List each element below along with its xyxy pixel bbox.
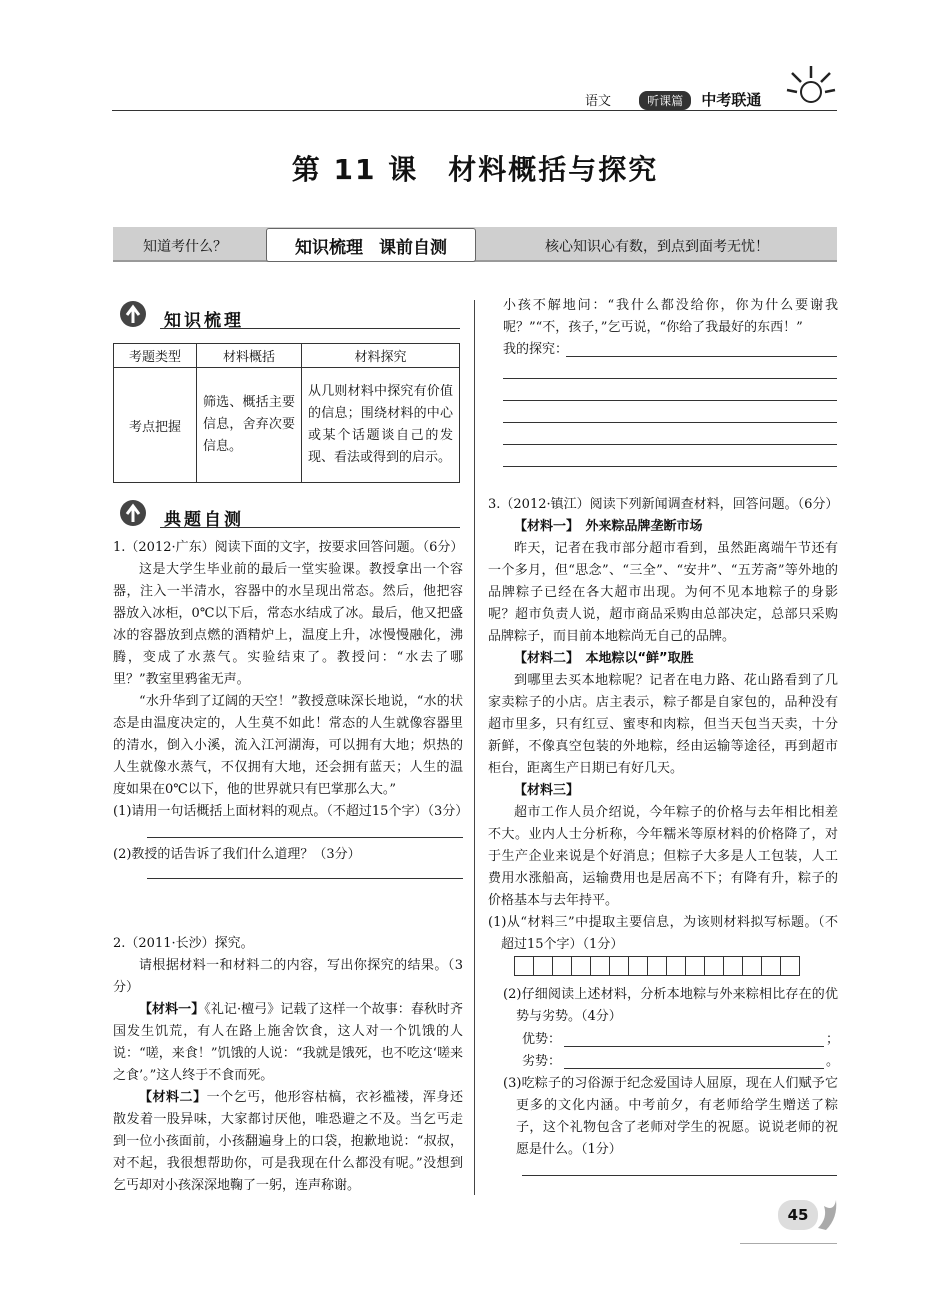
band-center-box [266,228,476,262]
grid-cell[interactable] [628,956,648,976]
answer-line[interactable] [564,1046,824,1047]
advantage-label: 优势： [522,1032,562,1047]
table-cell: 筛选、概括主要信息，舍弃次要信息。 [197,368,302,483]
question-3-sub-1: (1)从“材料三”中提取主要信息，为该则材料拟写标题。（不超过15个字）（1分） [488,915,838,952]
material-label: 【材料二】 [139,1090,207,1105]
grid-cell[interactable] [704,956,724,976]
material-label: 【材料二】 本地粽以“鲜”取胜 [514,651,694,666]
grid-cell[interactable] [742,956,762,976]
section-heading-practice: 典题自测 [164,510,244,530]
question-2-continued [503,295,838,361]
answer-line[interactable] [522,1175,837,1176]
material-text: 超市工作人员介绍说，今年粽子的价格与去年相比相差不大。业内人士分析称，今年糯米等原材料的价格降了，对于生产企业来说是个好消息；但粽子大多是人工包装，人工费用水涨船高，运输费用也是居高不下；有降有升，粽子的价格基本与去年持平。 [488,805,838,908]
answer-line[interactable] [503,378,837,379]
header-rule [112,110,837,111]
grid-cell[interactable] [647,956,667,976]
grid-cell[interactable] [723,956,743,976]
band-left-text: 知道考什么？ [143,239,227,255]
band-center-item: 知识梳理 [295,237,363,258]
material-label: 【材料三】 [514,783,580,798]
band-center-item: 课前自测 [379,237,447,258]
grid-cell[interactable] [590,956,610,976]
footer-rule [740,1243,837,1244]
question-1-passage: 这是大学生毕业前的最后一堂实验课。教授拿出一个容器，注入一半清水，容器中的水呈现出常态。然后，他把容器放入冰柜，0℃以下后，常态水结成了冰。最后，他又把盛冰的容器放到点燃的酒精炉上，温度上升，冰慢慢融化，沸腾，变成了水蒸气。实验结束了。教授问：“水去了哪里？”教室里鸦雀无声。 [113,562,463,687]
answer-line[interactable] [566,356,837,357]
grid-cell[interactable] [761,956,781,976]
material-text: 《礼记·檀弓》记载了这样一个故事：春秋时齐国发生饥荒，有人在路上施舍饮食，这人对一个饥饿的人说：“嗟，来食！”饥饿的人说：“我就是饿死，也不吃这‘嗟来之食’。”这人终于不食而死。 [113,1002,463,1083]
subject-label: 语文 [585,94,612,109]
band-right-text: 核心知识心有数，到点到面考无忧！ [545,239,769,255]
table-header: 材料探究 [302,344,460,368]
answer-line[interactable] [564,1068,824,1069]
material-label: 【材料一】 外来粽品牌垄断市场 [514,519,703,534]
question-3-head: 3.（2012·镇江）阅读下列新闻调查材料，回答问题。（6分） [488,497,839,512]
grid-cell[interactable] [571,956,591,976]
page-number: 45 [778,1200,818,1230]
answer-line[interactable] [503,444,837,445]
brand-name: 中考联通 [701,91,762,109]
sun-logo-icon [786,62,836,112]
question-3-sub-2: (2)仔细阅读上述材料，分析本地粽与外来粽相比存在的优势与劣势。（4分） [503,987,838,1024]
question-1-passage: “水升华到了辽阔的天空！”教授意味深长地说，“水的状态是由温度决定的，人生莫不如此！常态的人生就像容器里的清水，倒入小溪，流入江河湖海，可以拥有大地；炽热的人生就像水蒸气，不仅拥有大地，还会拥有蓝天；人生的温度如果在0℃以下，他的世界就只有巴掌那么大。” [113,694,463,797]
section-arrow-icon [118,299,156,329]
page-flourish-icon [816,1198,840,1232]
answer-label: 我的探究： [503,342,569,357]
page-title: 第 11 课 材料概括与探究 [291,153,659,186]
period-mark: 。 [826,1054,840,1069]
question-1 [113,537,469,879]
section-rule [160,527,460,528]
section-arrow-icon [118,498,156,528]
material-text: 到哪里去买本地粽呢？记者在电力路、花山路看到了几家卖粽子的小店。店主表示，粽子都是自家包的，品种没有超市里多，只有红豆、蜜枣和肉粽，但当天包当天卖，十分新鲜，不像真空包装的外地粽，经由运输等途径，再到超市柜台，距离生产日期已有好几天。 [488,673,838,776]
section-rule [160,328,460,329]
table-header: 材料概括 [197,344,302,368]
grid-cell[interactable] [609,956,629,976]
grid-cell[interactable] [533,956,553,976]
question-2-intro: 请根据材料一和材料二的内容，写出你探究的结果。（3分） [113,958,463,995]
material-label: 【材料一】 [139,1002,205,1017]
column-divider [474,300,475,1195]
answer-grid[interactable] [515,956,800,976]
grid-cell[interactable] [685,956,705,976]
knowledge-table [113,343,460,483]
answer-line[interactable] [503,400,837,401]
question-2 [113,933,463,1197]
question-1-sub-1: (1)请用一句话概括上面材料的观点。（不超过15个字）（3分） [113,804,469,819]
answer-line[interactable] [147,837,463,838]
question-3 [488,494,838,956]
series-tag: 听课篇 [639,91,691,110]
material-text: 昨天，记者在我市部分超市看到，虽然距离端午节还有一个多月，但“思念”、“三全”、“安井”、“五芳斋”等外地的品牌粽子已经在各大超市出现。为何不见本地粽子的身影呢？超市负责人说，超市商品采购由总部决定，总部只采购品牌粽子，而目前本地粽尚无自己的品牌。 [488,541,838,644]
table-header: 考题类型 [114,344,197,368]
table-row-label: 考点把握 [114,368,197,483]
grid-cell[interactable] [666,956,686,976]
table-cell: 从几则材料中探究有价值的信息；围绕材料的中心或某个话题谈自己的发现、看法或得到的启示。 [302,368,460,483]
disadvantage-label: 劣势： [522,1054,562,1069]
grid-cell[interactable] [514,956,534,976]
material-text: 一个乞丐，他形容枯槁，衣衫褴褛，浑身还散发着一股异味，大家都讨厌他，唯恐避之不及。当乞丐走到一位小孩面前，小孩翻遍身上的口袋，抱歉地说：“叔叔，对不起，我很想帮助你，可是我现在什么都没有呢。”没想到乞丐却对小孩深深地鞠了一躬，连声称谢。 [113,1090,463,1193]
grid-cell[interactable] [780,956,800,976]
answer-line[interactable] [503,466,837,467]
grid-cell[interactable] [552,956,572,976]
page-header [585,89,761,110]
material-text: 小孩不解地问：“我什么都没给你，你为什么要谢我呢？”“不，孩子，”乞丐说，“你给了我最好的东西！” [503,298,838,335]
section-heading-knowledge: 知识梳理 [164,311,244,331]
answer-line[interactable] [503,422,837,423]
question-3-sub-3: (3)吃粽子的习俗源于纪念爱国诗人屈原，现在人们赋予它更多的文化内涵。中考前夕，有老师给学生赠送了粽子，这个礼物包含了老师对学生的祝愿。说说老师的祝愿是什么。（1分） [503,1076,838,1157]
semicolon-mark: ； [826,1032,840,1047]
question-2-head: 2.（2011·长沙）探究。 [113,936,254,951]
question-1-sub-2: (2)教授的话告诉了我们什么道理？（3分） [113,847,361,862]
question-1-head: 1.（2012·广东）阅读下面的文字，按要求回答问题。（6分） [113,540,464,555]
answer-line[interactable] [147,878,463,879]
